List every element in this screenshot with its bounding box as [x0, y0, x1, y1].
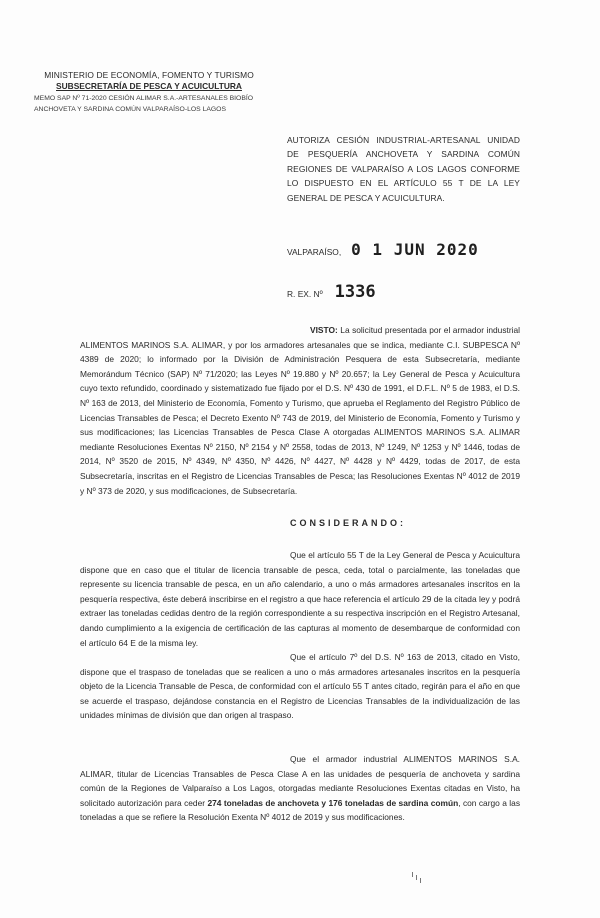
considerando-paragraph-3	[80, 752, 520, 825]
visto-text-part2: , y por los armadores artesanales que se indica, mediante C.I. SUBPESCA Nº 4389 de 2020; lo informado por la División de Administración Pesquera de esta Subsecretaría, mediante Memorándum Técnico (SAP) Nº 71/2020; las Leyes Nº 19.880 y Nº 20.657; la Ley General de Pesca y Acuicultura cuyo texto refundido, coordinado y sistematizado fue fijado por el D.S. Nº 430 de 1991, el D.F.L. Nº 5 de 1983, el D.S. Nº 163 de 2013, del Ministerio de Economía, Fomento y Turismo, que aprueba el Reglamento del Registro Público de Licencias Transables de Pesca; el Decreto Exento Nº 743 de 2019, del Ministerio de Economía, Fomento y Turismo y sus modificaciones; las Licencias Transables de Pesca Clase A otorgadas ALIMENTOS MARINOS S.A. ALIMAR mediante Resoluciones Exentas Nº 2150, Nº 2154 y Nº 2558, todas de 2013, Nº 1249, Nº 1253 y Nº 1446, todas de 2014, Nº 3520 de 2015, Nº 4349, Nº 4350, Nº 4426, Nº 4427, Nº 4428 y Nº 4429, todas de 2017, de esta Subsecretaría, inscritas en el Registro de Licencias Transables de Pesca; las Resoluciones Exentas Nº 4012 de 2019 y Nº 373 de 2020, y sus modificaciones, de Subsecretaría.	[80, 339, 521, 496]
subsecretaria-name: SUBSECRETARÍA DE PESCA Y ACUICULTURA	[56, 81, 242, 91]
letterhead	[34, 70, 264, 114]
considerando-paragraph-2: Que el artículo 7º del D.S. Nº 163 de 2013, citado en Visto, dispone que el traspaso de toneladas que se realicen a uno o más armadores artesanales inscritos en la pesquería objeto de la Licencia Transable de Pesca, de conformidad con el artículo 55 T antes citado, regirán para el año en que se acuerde el traspaso, dejándose constancia en el Registro de Licencias Transables de la individualización de las unidades mínimas de división que dan origen al traspaso.	[80, 652, 520, 721]
resolution-number-label: R. EX. Nº	[287, 289, 323, 299]
resolution-number-stamp: 1336	[334, 282, 376, 302]
date-line	[287, 240, 479, 259]
resolution-number-line	[287, 282, 376, 302]
visto-label: VISTO:	[310, 325, 338, 335]
memo-reference-line-2: ANCHOVETA Y SARDINA COMÚN VALPARAÍSO-LOS LAGOS	[34, 106, 227, 113]
considerando-3-part1: Que el armador industrial ALIMENTOS MARINOS S.A. ALIMAR, titular de Licencias Transables de Pesca Clase A en las unidades de pesquería de anchoveta y sardina común de la Regiones de Valparaíso a Los Lagos, otorgadas mediante Resoluciones Exentas citadas en Visto, ha solicitado autorización para ceder	[80, 754, 520, 808]
memo-reference-line-1: MEMO SAP Nº 71-2020 CESIÓN ALIMAR S.A.-ARTESANALES BIOBÍO	[34, 95, 254, 102]
visto-text-part1: La solicitud presentada por el armador industrial	[340, 325, 520, 335]
considerando-paragraph-1: Que el artículo 55 T de la Ley General de Pesca y Acuicultura dispone que en caso que el titular de licencia transable de pesca, ceda, total o parcialmente, las toneladas que represente su licencia transable de pesca, en un año calendario, a uno o más armadores artesanales inscritos en la pesquería respectiva, éste deberá inscribirse en el registro a que hace referencia el artículo 29 de la citada ley y podrá extraer las toneladas cedidas dentro de la región correspondiente a su respectiva inscripción en el Registro Artesanal, dando cumplimiento a la exigencia de certificación de las capturas al momento de desembarque de conformidad con el artículo 64 E de la misma ley.	[80, 550, 520, 648]
considerando-heading: CONSIDERANDO:	[290, 518, 407, 528]
considerando-3-part2: , con cargo a las toneladas a que se refiere la Resolución Exenta Nº 4012 de 2019 y sus modificaciones.	[80, 797, 521, 823]
page-mark	[412, 872, 422, 884]
considerando-3-tonnage: 274 toneladas de anchoveta y 176 toneladas de sardina común	[207, 797, 459, 808]
visto-company: ALIMENTOS MARINOS S.A. ALIMAR	[80, 339, 223, 350]
resolution-subject: AUTORIZA CESIÓN INDUSTRIAL-ARTESANAL UNIDAD DE PESQUERÍA ANCHOVETA Y SARDINA COMÚN REGIONES DE VALPARAÍSO A LOS LAGOS CONFORME LO DISPUESTO EN EL ARTÍCULO 55 T DE LA LEY GENERAL DE PESCA Y ACUICULTURA.	[287, 135, 520, 203]
ministry-name: MINISTERIO DE ECONOMÍA, FOMENTO Y TURISMO	[44, 70, 254, 80]
date-city: VALPARAÍSO,	[287, 247, 342, 257]
date-stamp: 0 1 JUN 2020	[351, 240, 479, 259]
visto-paragraph	[80, 323, 520, 498]
